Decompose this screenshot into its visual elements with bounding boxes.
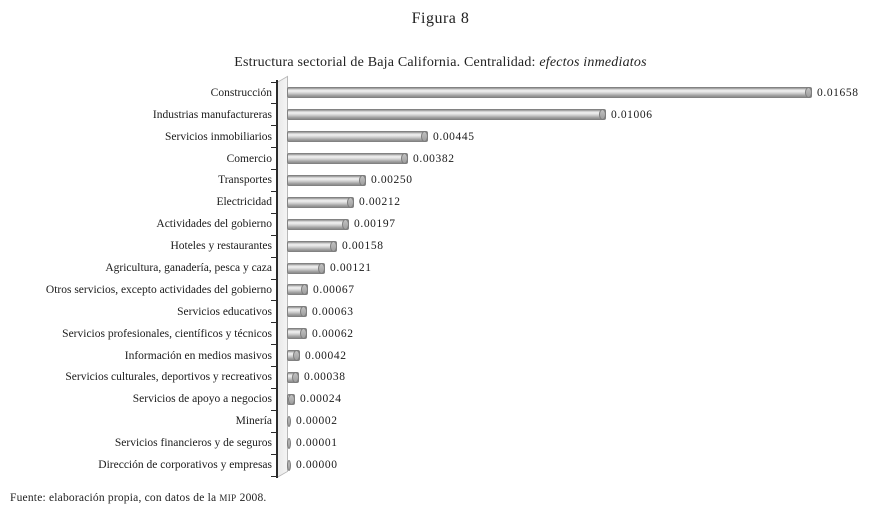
axis-tick <box>271 103 276 104</box>
category-label: Hoteles y restaurantes <box>170 240 272 253</box>
value-label: 0.00121 <box>330 262 372 275</box>
chart-row <box>0 454 881 476</box>
axis-tick <box>271 300 276 301</box>
chart-row <box>0 148 881 170</box>
chart-row <box>0 323 881 345</box>
chart-row <box>0 410 881 432</box>
axis-tick <box>271 191 276 192</box>
value-label: 0.00042 <box>305 349 347 362</box>
category-label: Servicios inmobiliarios <box>164 130 272 143</box>
chart-row <box>0 345 881 367</box>
category-label: Agricultura, ganadería, pesca y caza <box>105 262 272 275</box>
source-note-smallcaps: MIP <box>219 493 237 503</box>
bar-end-cap <box>287 416 291 427</box>
chart-area <box>0 82 881 476</box>
category-label: Dirección de corporativos y empresas <box>98 459 272 472</box>
chart-row <box>0 82 881 104</box>
category-label: Otros servicios, excepto actividades del gobierno <box>45 283 272 296</box>
bar-end-cap <box>287 438 291 449</box>
category-label: Servicios profesionales, científicos y técnicos <box>62 327 272 340</box>
chart-row <box>0 301 881 323</box>
chart-row <box>0 367 881 389</box>
value-label: 0.01658 <box>817 86 859 99</box>
category-label: Comercio <box>226 152 272 165</box>
source-note <box>10 492 267 504</box>
bar <box>287 131 428 142</box>
bar-end-cap <box>292 372 299 383</box>
value-label: 0.00000 <box>296 459 338 472</box>
category-label: Electricidad <box>216 196 272 209</box>
chart-row <box>0 388 881 410</box>
category-label: Servicios educativos <box>177 305 272 318</box>
chart-title-italic: efectos inmediatos <box>539 55 647 70</box>
category-label: Servicios culturales, deportivos y recreativos <box>65 371 272 384</box>
bar <box>287 197 354 208</box>
axis-tick <box>271 432 276 433</box>
category-label: Transportes <box>218 174 272 187</box>
bar-end-cap <box>330 241 337 252</box>
value-label: 0.00038 <box>304 371 346 384</box>
axis-tick <box>271 322 276 323</box>
category-label: Información en medios masivos <box>124 349 272 362</box>
category-label: Minería <box>235 415 272 428</box>
bar <box>287 175 366 186</box>
axis-tick <box>271 476 276 477</box>
chart-row <box>0 170 881 192</box>
chart-row <box>0 126 881 148</box>
axis-tick <box>271 147 276 148</box>
chart-row <box>0 279 881 301</box>
value-label: 0.00212 <box>359 196 401 209</box>
source-note-suffix: 2008. <box>236 492 267 504</box>
axis-tick <box>271 213 276 214</box>
chart-row <box>0 257 881 279</box>
source-note-text: Fuente: elaboración propia, con datos de la <box>10 492 220 504</box>
bar <box>287 87 812 98</box>
value-label: 0.00062 <box>312 327 354 340</box>
bar-end-cap <box>342 219 349 230</box>
bar-end-cap <box>401 153 408 164</box>
bar <box>287 109 606 120</box>
bar-end-cap <box>347 197 354 208</box>
category-label: Servicios de apoyo a negocios <box>132 393 272 406</box>
axis-tick <box>271 388 276 389</box>
value-label: 0.00382 <box>413 152 455 165</box>
chart-title <box>0 55 881 71</box>
axis-tick <box>271 279 276 280</box>
bar-end-cap <box>318 263 325 274</box>
axis-tick <box>271 169 276 170</box>
chart-row <box>0 213 881 235</box>
value-label: 0.00063 <box>312 305 354 318</box>
bar-end-cap <box>287 460 291 471</box>
chart-row <box>0 104 881 126</box>
axis-tick <box>271 125 276 126</box>
bar-end-cap <box>293 350 300 361</box>
axis-tick <box>271 366 276 367</box>
value-label: 0.00197 <box>354 218 396 231</box>
chart-row <box>0 235 881 257</box>
chart-row <box>0 191 881 213</box>
bar-end-cap <box>359 175 366 186</box>
value-label: 0.00067 <box>313 283 355 296</box>
category-label: Construcción <box>210 86 272 99</box>
value-label: 0.00002 <box>296 415 338 428</box>
category-label: Industrias manufactureras <box>152 108 272 121</box>
axis-tick <box>271 235 276 236</box>
bar-end-cap <box>288 394 295 405</box>
category-label: Actividades del gobierno <box>156 218 272 231</box>
chart-title-regular: Estructura sectorial de Baja California. Centralidad: <box>234 55 540 70</box>
chart-row <box>0 432 881 454</box>
axis-tick <box>271 454 276 455</box>
axis-tick <box>271 344 276 345</box>
value-label: 0.01006 <box>611 108 653 121</box>
value-label: 0.00250 <box>371 174 413 187</box>
axis-tick <box>271 410 276 411</box>
bar <box>287 219 349 230</box>
value-label: 0.00445 <box>433 130 475 143</box>
value-label: 0.00001 <box>296 437 338 450</box>
value-label: 0.00024 <box>300 393 342 406</box>
value-label: 0.00158 <box>342 240 384 253</box>
category-label: Servicios financieros y de seguros <box>114 437 272 450</box>
axis-tick <box>271 257 276 258</box>
bar <box>287 153 408 164</box>
figure-number-title: Figura 8 <box>411 10 470 27</box>
axis-tick <box>271 82 276 83</box>
